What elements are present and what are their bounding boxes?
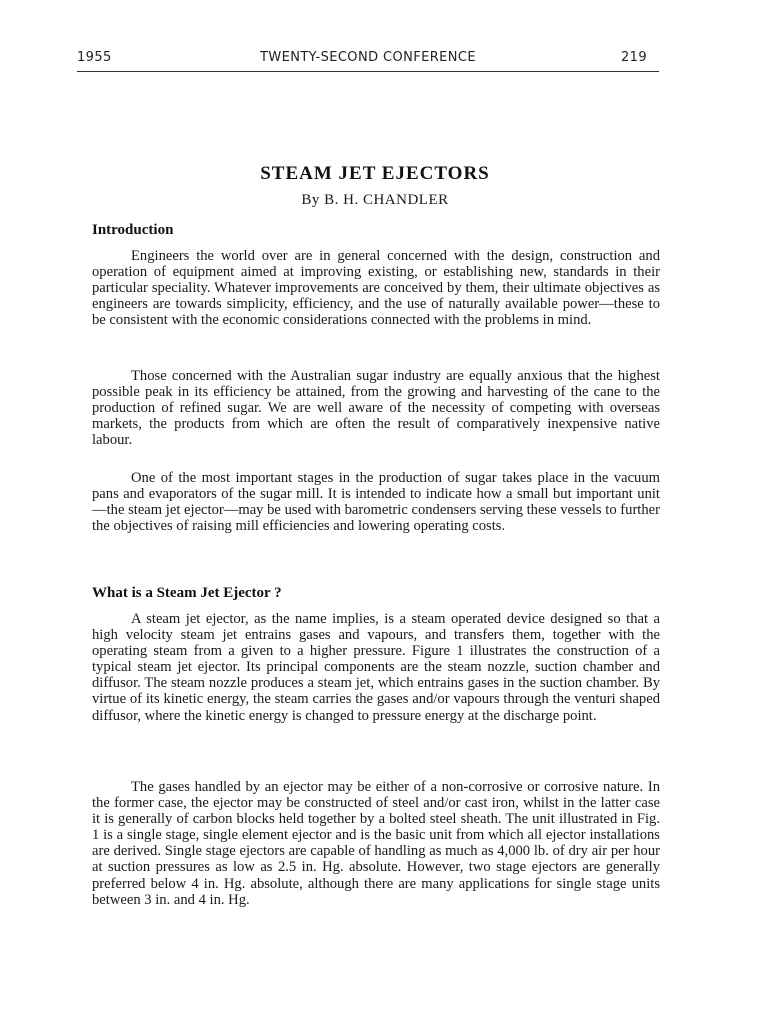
page-number: 219 (620, 50, 647, 65)
header-rule (77, 71, 659, 72)
header-conference: TWENTY-SECOND CONFERENCE (260, 50, 476, 65)
section-heading-what-is-ejector: What is a Steam Jet Ejector ? (92, 585, 282, 601)
paragraph: One of the most important stages in the production of sugar takes place in the vacuum pans and evaporators of the sugar mill. It is intended to indicate how a small but important unit—the steam jet ejector—may be used with barometric condensers serving these vessels to further the objectives of raising mill efficiencies and lowering operating costs. (92, 470, 660, 535)
paragraph: Those concerned with the Australian sugar industry are equally anxious that the highest possible peak in its efficiency be attained, from the growing and harvesting of the cane to the production of refined sugar. We are well aware of the necessity of competing with overseas markets, the products from which are often the result of comparatively inexpensive native labour. (92, 368, 660, 449)
header-year: 1955 (77, 50, 112, 65)
article-title: STEAM JET EJECTORS (260, 163, 490, 184)
running-header (77, 50, 659, 70)
article-author: By B. H. CHANDLER (301, 192, 449, 208)
paragraph: A steam jet ejector, as the name implies, is a steam operated device designed so that a high velocity steam jet entrains gases and vapours, and transfers them, together with the operating steam from a given to a higher pressure. Figure 1 illustrates the construction of a typical steam jet ejector. Its principal components are the steam nozzle, suction chamber and diffusor. The steam nozzle produces a steam jet, which entrains gases in the suction chamber. By virtue of its kinetic energy, the steam carries the gases and/or vapours through the venturi shaped diffusor, where the kinetic energy is changed to pressure energy at the discharge point. (92, 611, 660, 724)
paragraph: The gases handled by an ejector may be either of a non-corrosive or corrosive nature. In the former case, the ejector may be constructed of steel and/or cast iron, whilst in the latter case it is generally of carbon blocks held together by a bolted steel sheath. The unit illustrated in Fig. 1 is a single stage, single element ejector and is the basic unit from which all ejector installations are derived. Single stage ejectors are capable of handling as much as 4,000 lb. of dry air per hour at suction pressures as low as 2.5 in. Hg. absolute. However, two stage ejectors are generally preferred below 4 in. Hg. absolute, although there are many applications for single stage units between 3 in. and 4 in. Hg. (92, 779, 660, 908)
section-heading-introduction: Introduction (92, 222, 174, 238)
paragraph: Engineers the world over are in general concerned with the design, construction and operation of equipment aimed at improving existing, or establishing new, standards in their particular speciality. Whatever improvements are conceived by them, their ultimate objectives as engineers are towards simplicity, efficiency, and the use of naturally available power—these to be consistent with the economic considerations connected with the problems in mind. (92, 248, 660, 329)
